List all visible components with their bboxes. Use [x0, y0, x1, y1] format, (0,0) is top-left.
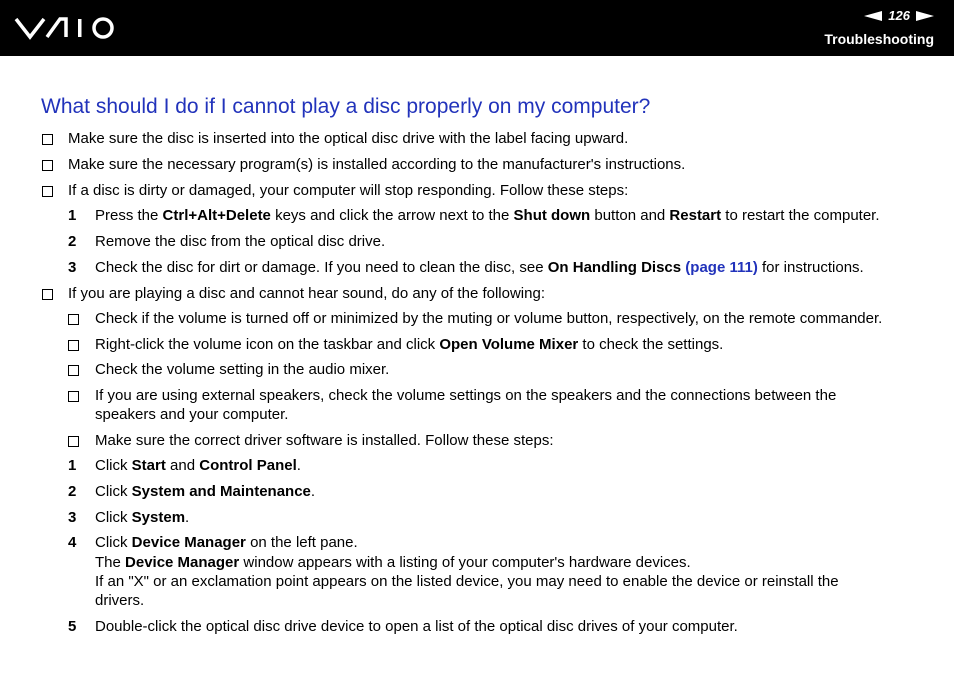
bullet-item: If a disc is dirty or damaged, your computer will stop responding. Follow these steps:: [68, 182, 629, 199]
checkbox-bullet-icon: [42, 289, 53, 300]
sub-bullet-item: Check the volume setting in the audio mixer.: [95, 361, 390, 378]
step-item: Check the disc for dirt or damage. If you need to clean the disc, see On Handling Discs (page 111) for instructions.: [95, 259, 864, 276]
step-item-continued: If an "X" or an exclamation point appears on the listed device, you may need to enable the device or reinstall the: [95, 573, 839, 590]
checkbox-bullet-icon: [42, 160, 53, 171]
step-item: Click Start and Control Panel.: [95, 457, 301, 474]
sub-bullet-item: Check if the volume is turned off or minimized by the muting or volume button, respectively, on the remote commander.: [95, 310, 883, 327]
step-item: Click Device Manager on the left pane.: [95, 534, 358, 551]
step-number: 3: [68, 259, 77, 276]
section-name: Troubleshooting: [824, 31, 934, 47]
checkbox-bullet-icon: [68, 436, 79, 447]
step-number: 2: [68, 483, 77, 500]
page-navigation: [864, 8, 934, 23]
checkbox-bullet-icon: [68, 365, 79, 376]
sub-bullet-item: Make sure the correct driver software is installed. Follow these steps:: [95, 432, 554, 449]
checkbox-bullet-icon: [42, 186, 53, 197]
step-item: Double-click the optical disc drive device to open a list of the optical disc drives of your computer.: [95, 618, 738, 635]
page-number: 126: [888, 8, 910, 23]
sub-bullet-item-continued: speakers and your computer.: [95, 406, 289, 423]
bullet-item: Make sure the disc is inserted into the optical disc drive with the label facing upward.: [68, 130, 629, 147]
bullet-item: If you are playing a disc and cannot hear sound, do any of the following:: [68, 285, 545, 302]
step-item-continued: drivers.: [95, 592, 145, 609]
step-number: 1: [68, 457, 77, 474]
step-number: 4: [68, 534, 77, 551]
step-number: 5: [68, 618, 77, 635]
checkbox-bullet-icon: [68, 391, 79, 402]
sub-bullet-item: Right-click the volume icon on the taskbar and click Open Volume Mixer to check the settings.: [95, 336, 724, 353]
step-item: Remove the disc from the optical disc drive.: [95, 233, 386, 250]
checkbox-bullet-icon: [68, 314, 79, 325]
step-number: 2: [68, 233, 77, 250]
page-header: [0, 0, 954, 56]
sub-bullet-item: If you are using external speakers, check the volume settings on the speakers and the connections between the: [95, 387, 837, 404]
page-title: What should I do if I cannot play a disc properly on my computer?: [41, 95, 651, 118]
checkbox-bullet-icon: [68, 340, 79, 351]
next-page-arrow-icon[interactable]: [916, 11, 934, 21]
step-item: Click System and Maintenance.: [95, 483, 316, 500]
checkbox-bullet-icon: [42, 134, 53, 145]
step-item: Click System.: [95, 509, 190, 526]
prev-page-arrow-icon[interactable]: [864, 11, 882, 21]
bullet-item: Make sure the necessary program(s) is installed according to the manufacturer's instructions.: [68, 156, 686, 173]
vaio-logo-icon: [14, 13, 120, 43]
page-link[interactable]: (page 111): [685, 259, 758, 276]
step-number: 1: [68, 207, 77, 224]
step-item-continued: The Device Manager window appears with a listing of your computer's hardware devices.: [95, 554, 691, 571]
step-item: Press the Ctrl+Alt+Delete keys and click the arrow next to the Shut down button and Restart to restart the computer.: [95, 207, 880, 224]
step-number: 3: [68, 509, 77, 526]
